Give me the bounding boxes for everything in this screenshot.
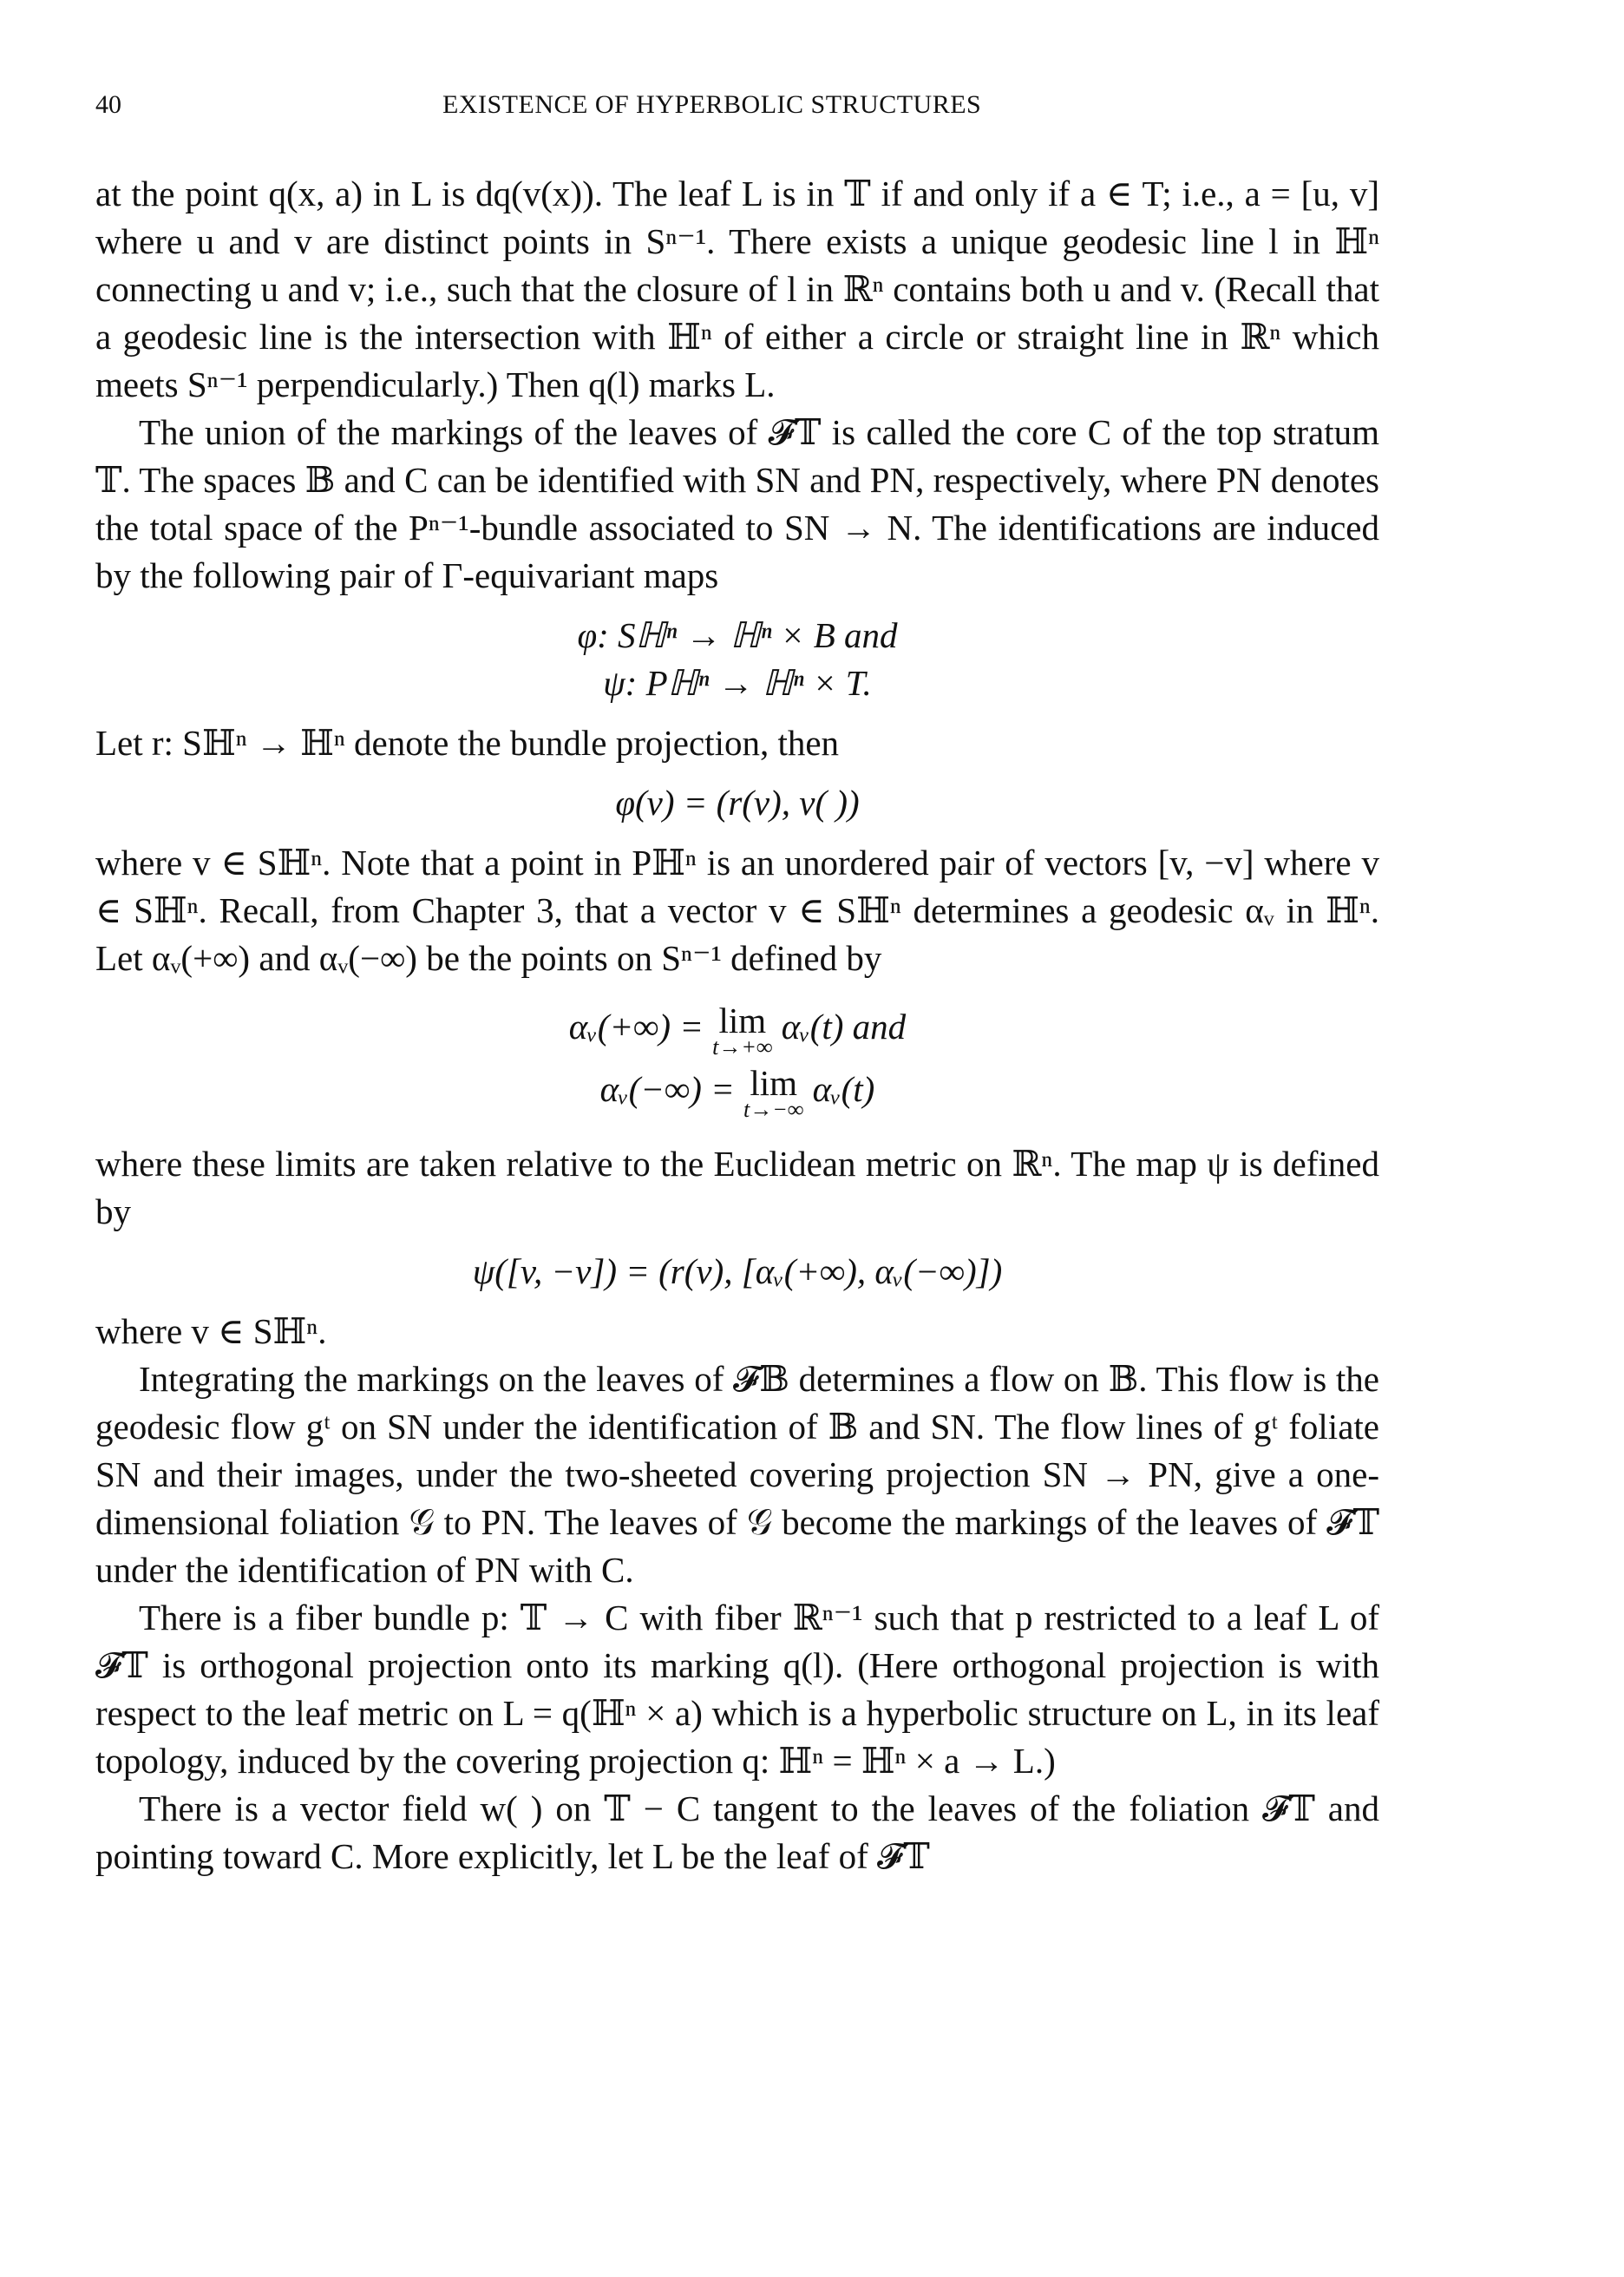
page-number: 40 [95, 90, 121, 119]
page-body [95, 170, 1379, 1880]
equation-phi-def: φ(v) = (r(v), v( )) [615, 783, 860, 823]
paragraph-8: There is a fiber bundle p: 𝕋 → C with fiber ℝⁿ⁻¹ such that p restricted to a leaf L of 𝓕𝕋 is orthogonal projection onto its marking q(l). (Here orthogonal projection is with respect to the leaf metric on L = q(ℍⁿ × a) which is a hyperbolic structure on L, in its leaf topology, induced by the covering projection q: ℍⁿ = ℍⁿ × a → L.) [95, 1598, 1379, 1781]
limit-plus-left: αᵥ(+∞) = [568, 1007, 704, 1047]
paragraph-7: Integrating the markings on the leaves of 𝓕𝔹 determines a flow on 𝔹. This flow is the geodesic flow gᵗ on SN under the identification of 𝔹 and SN. The flow lines of gᵗ foliate SN and their images, under the two-sheeted covering projection SN → PN, give a one-dimensional foliation 𝒢 to PN. The leaves of 𝒢 become the markings of the leaves of 𝓕𝕋 under the identification of PN with C. [95, 1359, 1379, 1590]
equation-block-psi [95, 1248, 1379, 1296]
limit-minus-left: αᵥ(−∞) = [599, 1069, 735, 1109]
limit-minus-operator [743, 1063, 804, 1122]
paragraph-9: There is a vector field w( ) on 𝕋 − C tangent to the leaves of the foliation 𝓕𝕋 and pointing toward C. More explicitly, let L be the leaf of 𝓕𝕋 [95, 1788, 1379, 1876]
equation-limit-minus [95, 1063, 1379, 1122]
limit-plus-lim: lim [718, 1001, 767, 1040]
paragraph-4: where v ∈ Sℍⁿ. Note that a point in Pℍⁿ is an unordered pair of vectors [v, −v] where v ∈ Sℍⁿ. Recall, from Chapter 3, that a vector v ∈ Sℍⁿ determines a geodesic αᵥ in ℍⁿ. Let αᵥ(+∞) and αᵥ(−∞) be the points on Sⁿ⁻¹ defined by [95, 843, 1379, 978]
paragraph-5: where these limits are taken relative to the Euclidean metric on ℝⁿ. The map ψ is defined by [95, 1144, 1379, 1231]
limit-minus-subscript: t→−∞ [743, 1097, 804, 1122]
page-header [95, 90, 1379, 125]
equation-limit-plus [95, 1001, 1379, 1060]
limit-plus-right: αᵥ(t) and [781, 1007, 907, 1047]
equation-block-maps [95, 612, 1379, 707]
limit-minus-right: αᵥ(t) [812, 1069, 875, 1109]
running-title: EXISTENCE OF HYPERBOLIC STRUCTURES [442, 90, 982, 119]
equation-psi-map: ψ: Pℍⁿ → ℍⁿ × T. [603, 663, 872, 703]
equation-block-phi [95, 779, 1379, 827]
paragraph-1: at the point q(x, a) in L is dq(v(x)). The leaf L is in 𝕋 if and only if a ∈ T; i.e., a = [u, v] where u and v are distinct points in Sⁿ⁻¹. There exists a unique geodesic line l in ℍⁿ connecting u and v; i.e., such that the closure of l in ℝⁿ contains both u and v. (Recall that a geodesic line is the intersection with ℍⁿ of either a circle or straight line in ℝⁿ which meets Sⁿ⁻¹ perpendicularly.) Then q(l) marks L. [95, 174, 1379, 404]
equation-psi-def: ψ([v, −v]) = (r(v), [αᵥ(+∞), αᵥ(−∞)]) [472, 1251, 1003, 1291]
limit-plus-subscript: t→+∞ [712, 1034, 773, 1060]
equation-phi-map: φ: Sℍⁿ → ℍⁿ × B and [577, 615, 898, 655]
paragraph-6: where v ∈ Sℍⁿ. [95, 1311, 327, 1351]
paragraph-2: The union of the markings of the leaves of 𝓕𝕋 is called the core C of the top stratum 𝕋. The spaces 𝔹 and C can be identified with SN and PN, respectively, where PN denotes the total space of the Pⁿ⁻¹-bundle associated to SN → N. The identifications are induced by the following pair of Γ-equivariant maps [95, 412, 1379, 595]
limit-minus-lim: lim [750, 1063, 798, 1103]
equation-block-limits [95, 1001, 1379, 1122]
paragraph-3: Let r: Sℍⁿ → ℍⁿ denote the bundle projection, then [95, 723, 840, 763]
limit-plus-operator [712, 1001, 773, 1060]
